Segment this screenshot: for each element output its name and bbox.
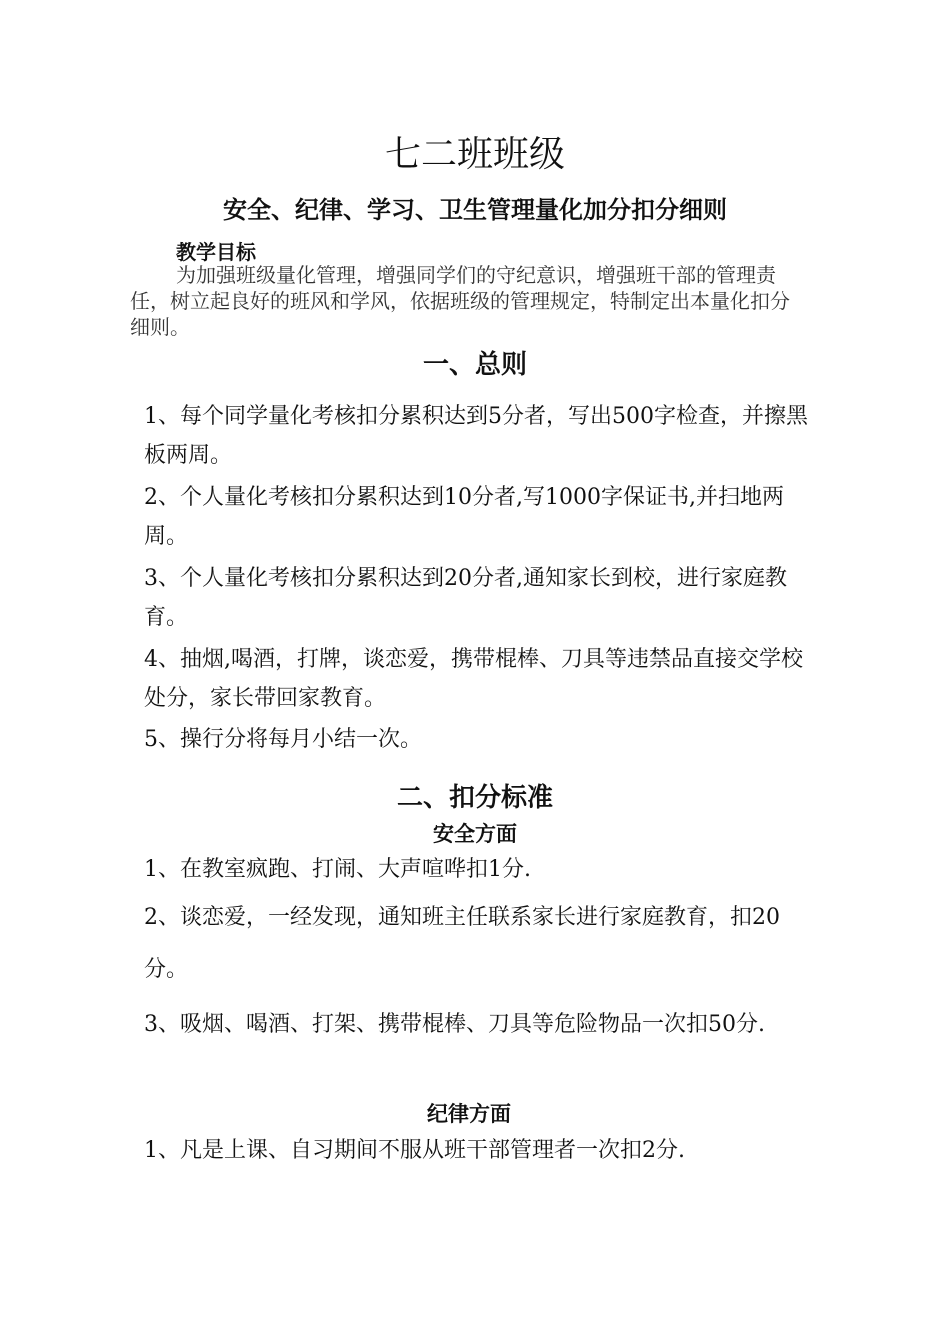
deduction-heading: 二、扣分标准 <box>396 783 553 813</box>
general-item-5: 5、操行分将每月小结一次。 <box>144 727 422 752</box>
general-heading: 一、总则 <box>422 350 527 380</box>
general-item-4: 4、抽烟,喝酒，打牌，谈恋爱，携带棍棒、刀具等违禁品直接交学校处分，家长带回家教育。 <box>144 647 803 711</box>
discipline-heading: 纪律方面 <box>427 1101 511 1126</box>
safety-heading: 安全方面 <box>433 821 517 846</box>
safety-item-3: 3、吸烟、喝酒、打架、携带棍棒、刀具等危险物品一次扣50分. <box>144 1012 765 1037</box>
page-subtitle: 安全、纪律、学习、卫生管理量化加分扣分细则 <box>223 195 727 224</box>
objective-heading: 教学目标 <box>176 240 256 264</box>
objective-text: 为加强班级量化管理，增强同学们的守纪意识，增强班干部的管理责任，树立起良好的班风和学风，依据班级的管理规定，特制定出本量化扣分细则。 <box>130 263 790 339</box>
safety-item-1: 1、在教室疯跑、打闹、大声喧哗扣1分. <box>144 857 531 882</box>
general-item-3: 3、个人量化考核扣分累积达到20分者,通知家长到校，进行家庭教育。 <box>144 566 787 630</box>
safety-item-2: 2、谈恋爱，一经发现，通知班主任联系家长进行家庭教育，扣20分。 <box>144 905 780 982</box>
discipline-item-1: 1、凡是上课、自习期间不服从班干部管理者一次扣2分. <box>144 1138 685 1163</box>
general-item-1: 1、每个同学量化考核扣分累积达到5分者，写出500字检查，并擦黑板两周。 <box>144 404 808 468</box>
general-item-2: 2、个人量化考核扣分累积达到10分者,写1000字保证书,并扫地两周。 <box>144 485 784 549</box>
objective-text-block <box>130 262 802 340</box>
page-title: 七二班班级 <box>384 134 565 175</box>
